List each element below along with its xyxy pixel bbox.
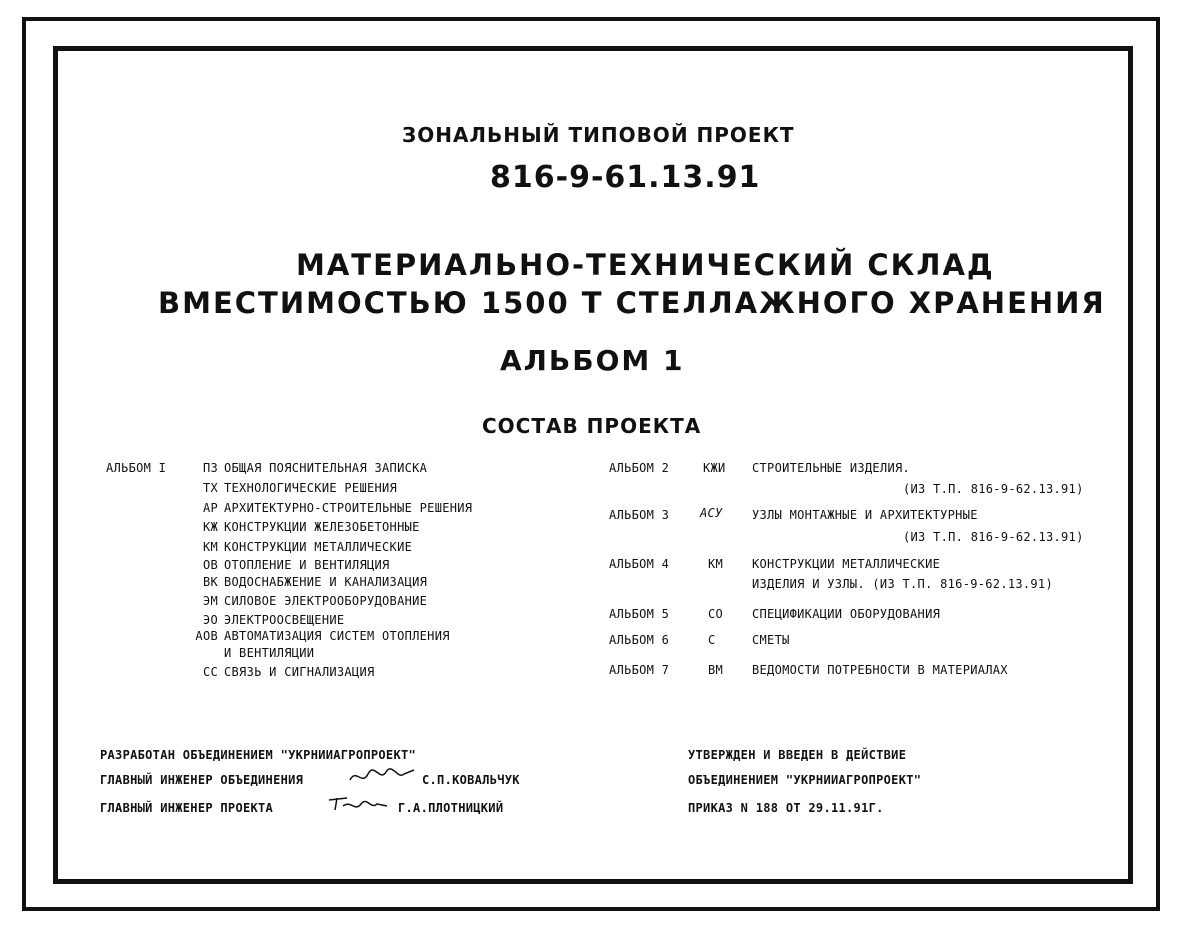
list-item: ПЗ ОБЩАЯ ПОЯСНИТЕЛЬНАЯ ЗАПИСКА [202, 461, 428, 475]
album1-label: АЛЬБОМ I [106, 461, 167, 475]
album-code: АСУ [700, 506, 723, 520]
approved-line1: УТВЕРЖДЕН И ВВЕДЕН В ДЕЙСТВИЕ [688, 748, 907, 762]
album-desc: УЗЛЫ МОНТАЖНЫЕ И АРХИТЕКТУРНЫЕ [752, 508, 978, 522]
album-desc-ref: (ИЗ Т.П. 816-9-62.13.91) [903, 530, 1084, 544]
list-item: КЖ КОНСТРУКЦИИ ЖЕЛЕЗОБЕТОННЫЕ [202, 520, 420, 534]
album-label: АЛЬБОМ 3 [609, 508, 670, 522]
signature-kovalchuk [348, 764, 418, 788]
album-desc-ref: (ИЗ Т.П. 816-9-62.13.91) [903, 482, 1084, 496]
album-desc: КОНСТРУКЦИИ МЕТАЛЛИЧЕСКИЕ [752, 557, 941, 571]
album-code: ВМ [708, 663, 724, 677]
album-label: АЛЬБОМ 4 [609, 557, 670, 571]
list-item: КМ КОНСТРУКЦИИ МЕТАЛЛИЧЕСКИЕ [202, 540, 413, 554]
project-type-heading: ЗОНАЛЬНЫЙ ТИПОВОЙ ПРОЕКТ [402, 123, 795, 147]
album-label: АЛЬБОМ 2 [609, 461, 670, 475]
list-item: ОВ ОТОПЛЕНИЕ И ВЕНТИЛЯЦИЯ [202, 558, 390, 572]
list-item: ЭО ЭЛЕКТРООСВЕЩЕНИЕ [202, 613, 345, 627]
album-title: АЛЬБОМ 1 [500, 344, 685, 377]
name-kovalchuk: С.П.КОВАЛЬЧУК [422, 773, 520, 787]
chief-engineer-project: ГЛАВНЫЙ ИНЖЕНЕР ПРОЕКТА [100, 801, 274, 815]
album-desc: СПЕЦИФИКАЦИИ ОБОРУДОВАНИЯ [752, 607, 941, 621]
list-item: АР АРХИТЕКТУРНО-СТРОИТЕЛЬНЫЕ РЕШЕНИЯ [202, 501, 473, 515]
title-line1: МАТЕРИАЛЬНО-ТЕХНИЧЕСКИЙ СКЛАД [296, 248, 995, 282]
name-plotnitsky: Г.А.ПЛОТНИЦКИЙ [398, 801, 504, 815]
album-desc: СТРОИТЕЛЬНЫЕ ИЗДЕЛИЯ. [752, 461, 911, 475]
list-item: СС СВЯЗЬ И СИГНАЛИЗАЦИЯ [202, 665, 375, 679]
album-code: СО [708, 607, 724, 621]
list-item: ЭМ СИЛОВОЕ ЭЛЕКТРООБОРУДОВАНИЕ [202, 594, 428, 608]
list-item: ТХ ТЕХНОЛОГИЧЕСКИЕ РЕШЕНИЯ [202, 481, 398, 495]
album-desc: ВЕДОМОСТИ ПОТРЕБНОСТИ В МАТЕРИАЛАХ [752, 663, 1008, 677]
list-item: И ВЕНТИЛЯЦИИ [224, 646, 315, 660]
album-code: С [708, 633, 716, 647]
album-code: КМ [708, 557, 724, 571]
album-label: АЛЬБОМ 7 [609, 663, 670, 677]
composition-heading: СОСТАВ ПРОЕКТА [482, 414, 702, 438]
list-item: ВК ВОДОСНАБЖЕНИЕ И КАНАЛИЗАЦИЯ [202, 575, 428, 589]
album-desc: СМЕТЫ [752, 633, 790, 647]
project-number: 816-9-61.13.91 [490, 160, 761, 195]
list-item: АОВ АВТОМАТИЗАЦИЯ СИСТЕМ ОТОПЛЕНИЯ [195, 629, 450, 643]
album-label: АЛЬБОМ 5 [609, 607, 670, 621]
album-desc-ref: ИЗДЕЛИЯ И УЗЛЫ. (ИЗ Т.П. 816-9-62.13.91) [752, 577, 1053, 591]
order-number: ПРИКАЗ N 188 ОТ 29.11.91Г. [688, 801, 884, 815]
developed-by: РАЗРАБОТАН ОБЪЕДИНЕНИЕМ "УКРНИИАГРОПРОЕКТ" [100, 748, 417, 762]
signature-plotnitsky [325, 792, 395, 816]
album-label: АЛЬБОМ 6 [609, 633, 670, 647]
title-line2: ВМЕСТИМОСТЬЮ 1500 Т СТЕЛЛАЖНОГО ХРАНЕНИЯ [158, 286, 1106, 320]
chief-engineer-association: ГЛАВНЫЙ ИНЖЕНЕР ОБЪЕДИНЕНИЯ [100, 773, 304, 787]
album-code: КЖИ [703, 461, 726, 475]
approved-line2: ОБЪЕДИНЕНИЕМ "УКРНИИАГРОПРОЕКТ" [688, 773, 922, 787]
